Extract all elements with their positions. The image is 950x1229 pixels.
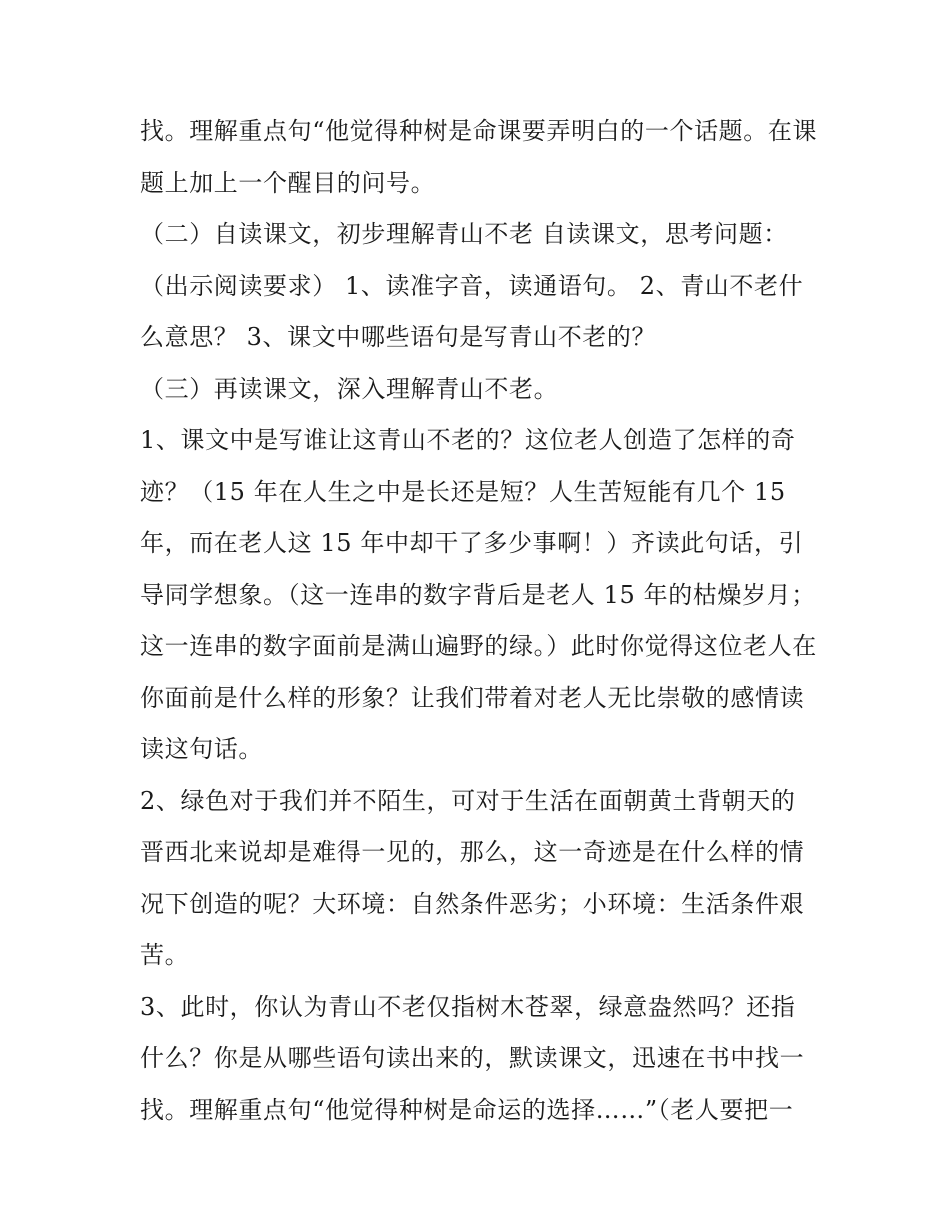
paragraph: 找。理解重点句“他觉得种树是命课要弄明白的一个话题。在课题上加上一个醒目的问号。 — [140, 117, 818, 197]
paragraph: （三）再读课文，深入理解青山不老。 — [140, 374, 559, 403]
paragraph: 2、绿色对于我们并不陌生，可对于生活在面朝黄土背朝天的晋西北来说却是难得一见的，那么，这一奇迹是在什么样的情况下创造的呢？大环境：自然条件恶劣；小环境：生活条件艰苦。 — [140, 786, 805, 969]
paragraph: 1、课文中是写谁让这青山不老的？这位老人创造了怎样的奇迹？（15 年在人生之中是长还是短？人生苦短能有几个 15 年，而在老人这 15 年中却干了多少事啊！）齐读此句话，引导同学想象。（这一连串的数字背后是老人 15 年的枯燥岁月；这一连串的数字面前是满山遍野的绿。）此时你觉得这位老人在你面前是什么样的形象？让我们带着对老人无比崇敬的感情读读这句话。 — [140, 426, 817, 763]
body-text — [140, 106, 820, 1136]
paragraph: （二）自读课文，初步理解青山不老 自读课文，思考问题：（出示阅读要求） 1、读准字音，读通语句。 2、青山不老什么意思？ 3、课文中哪些语句是写青山不老的？ — [140, 220, 804, 351]
paragraph: 3、此时，你认为青山不老仅指树木苍翠，绿意盎然吗？还指什么？你是从哪些语句读出来的，默读课文，迅速在书中找一找。理解重点句“他觉得种树是命运的选择……”（老人要把一 — [140, 992, 805, 1124]
